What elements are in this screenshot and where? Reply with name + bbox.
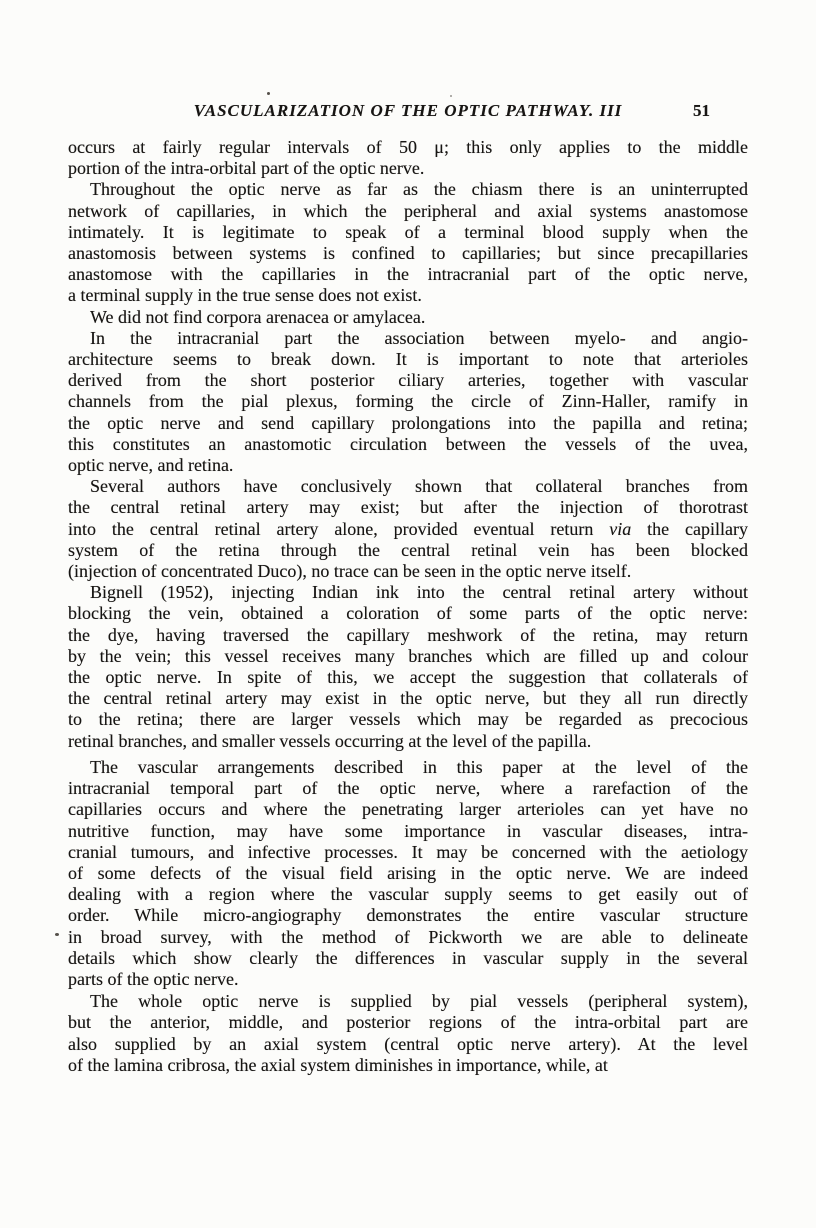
text-line: Throughout the optic nerve as far as the chiasm there is an uninterrupted	[90, 179, 748, 200]
text-line: of the lamina cribrosa, the axial system diminishes in importance, while, at	[68, 1054, 608, 1075]
scan-speck	[450, 95, 452, 97]
text-line: also supplied by an axial system (central optic nerve artery). At the level	[68, 1033, 748, 1054]
paragraph	[68, 476, 748, 582]
text-line: The whole optic nerve is supplied by pial vessels (peripheral system),	[90, 991, 748, 1012]
text-line: details which show clearly the differences in vascular supply in the several	[68, 947, 748, 968]
text-line: order. While micro-angiography demonstrates the entire vascular structure	[68, 905, 748, 926]
text-line: but the anterior, middle, and posterior regions of the intra-orbital part are	[68, 1012, 748, 1033]
text-line: optic nerve, and retina.	[68, 455, 234, 476]
text-line: (injection of concentrated Duco), no trace can be seen in the optic nerve itself.	[68, 561, 632, 582]
paragraph	[68, 137, 748, 179]
text-line: blocking the vein, obtained a coloration of some parts of the optic nerve:	[68, 603, 748, 624]
paragraph	[68, 328, 748, 476]
text-line: anastomose with the capillaries in the intracranial part of the optic nerve,	[68, 264, 748, 285]
running-title: VASCULARIZATION OF THE OPTIC PATHWAY. III	[193, 101, 623, 120]
text-line: anastomosis between systems is confined to capillaries; but since precapillaries	[68, 243, 748, 264]
page-number: 51	[693, 101, 710, 120]
text-line: of some defects of the visual field arising in the optic nerve. We are indeed	[68, 862, 748, 883]
text-line: In the intracranial part the association between myelo- and angio-	[90, 327, 748, 348]
text-line: the dye, having traversed the capillary meshwork of the retina, may return	[68, 624, 748, 645]
paragraph	[68, 757, 748, 990]
paragraph	[68, 307, 748, 328]
text-line: The vascular arrangements described in this paper at the level of the	[90, 756, 748, 777]
text-line: nutritive function, may have some importance in vascular diseases, intra-	[68, 820, 748, 841]
text-line: intimately. It is legitimate to speak of a terminal blood supply when the	[68, 221, 748, 242]
text-line: Bignell (1952), injecting Indian ink into the central retinal artery without	[90, 582, 748, 603]
text-line: the optic nerve and send capillary prolongations into the papilla and retina;	[68, 412, 748, 433]
scan-speck	[267, 92, 270, 95]
text-line: parts of the optic nerve.	[68, 968, 239, 989]
text-line: the optic nerve. In spite of this, we accept the suggestion that collaterals of	[68, 667, 748, 688]
text-line: this constitutes an anastomotic circulation between the vessels of the uvea,	[68, 433, 748, 454]
text-line: occurs at fairly regular intervals of 50 μ; this only applies to the middle	[68, 137, 748, 157]
paragraph	[68, 991, 748, 1076]
text-line: the central retinal artery may exist in the optic nerve, but they all run directly	[68, 688, 748, 709]
text-line: the central retinal artery may exist; but after the injection of thorotrast	[68, 497, 748, 518]
text-line: by the vein; this vessel receives many branches which are filled up and colour	[68, 645, 748, 666]
text-line: cranial tumours, and infective processes. It may be concerned with the aetiology	[68, 841, 748, 862]
text-line: Several authors have conclusively shown that collateral branches from	[90, 476, 748, 497]
text-line: architecture seems to break down. It is important to note that arterioles	[68, 349, 748, 370]
text-line: to the retina; there are larger vessels which may be regarded as precocious	[68, 709, 748, 730]
text-line: in broad survey, with the method of Pickworth we are able to delineate	[68, 926, 748, 947]
paragraph	[68, 582, 748, 752]
text-line: dealing with a region where the vascular supply seems to get easily out of	[68, 884, 748, 905]
page-header	[68, 101, 748, 125]
text-line: We did not find corpora arenacea or amylacea.	[90, 306, 426, 327]
text-line: a terminal supply in the true sense does not exist.	[68, 285, 422, 306]
text-line: derived from the short posterior ciliary arteries, together with vascular	[68, 370, 748, 391]
text-line: network of capillaries, in which the peripheral and axial systems anastomose	[68, 200, 748, 221]
text-line: system of the retina through the central retinal vein has been blocked	[68, 539, 748, 560]
text-line: into the central retinal artery alone, provided eventual return via the capillary	[68, 518, 748, 539]
text-line: intracranial temporal part of the optic nerve, where a rarefaction of the	[68, 778, 748, 799]
text-line: portion of the intra-orbital part of the optic nerve.	[68, 158, 425, 179]
text-line: capillaries occurs and where the penetrating larger arterioles can yet have no	[68, 799, 748, 820]
text-line: channels from the pial plexus, forming the circle of Zinn-Haller, ramify in	[68, 391, 748, 412]
text-line: retinal branches, and smaller vessels occurring at the level of the papilla.	[68, 730, 592, 751]
scan-speck	[55, 933, 59, 936]
paragraph	[68, 179, 748, 306]
body-text	[68, 137, 748, 1076]
